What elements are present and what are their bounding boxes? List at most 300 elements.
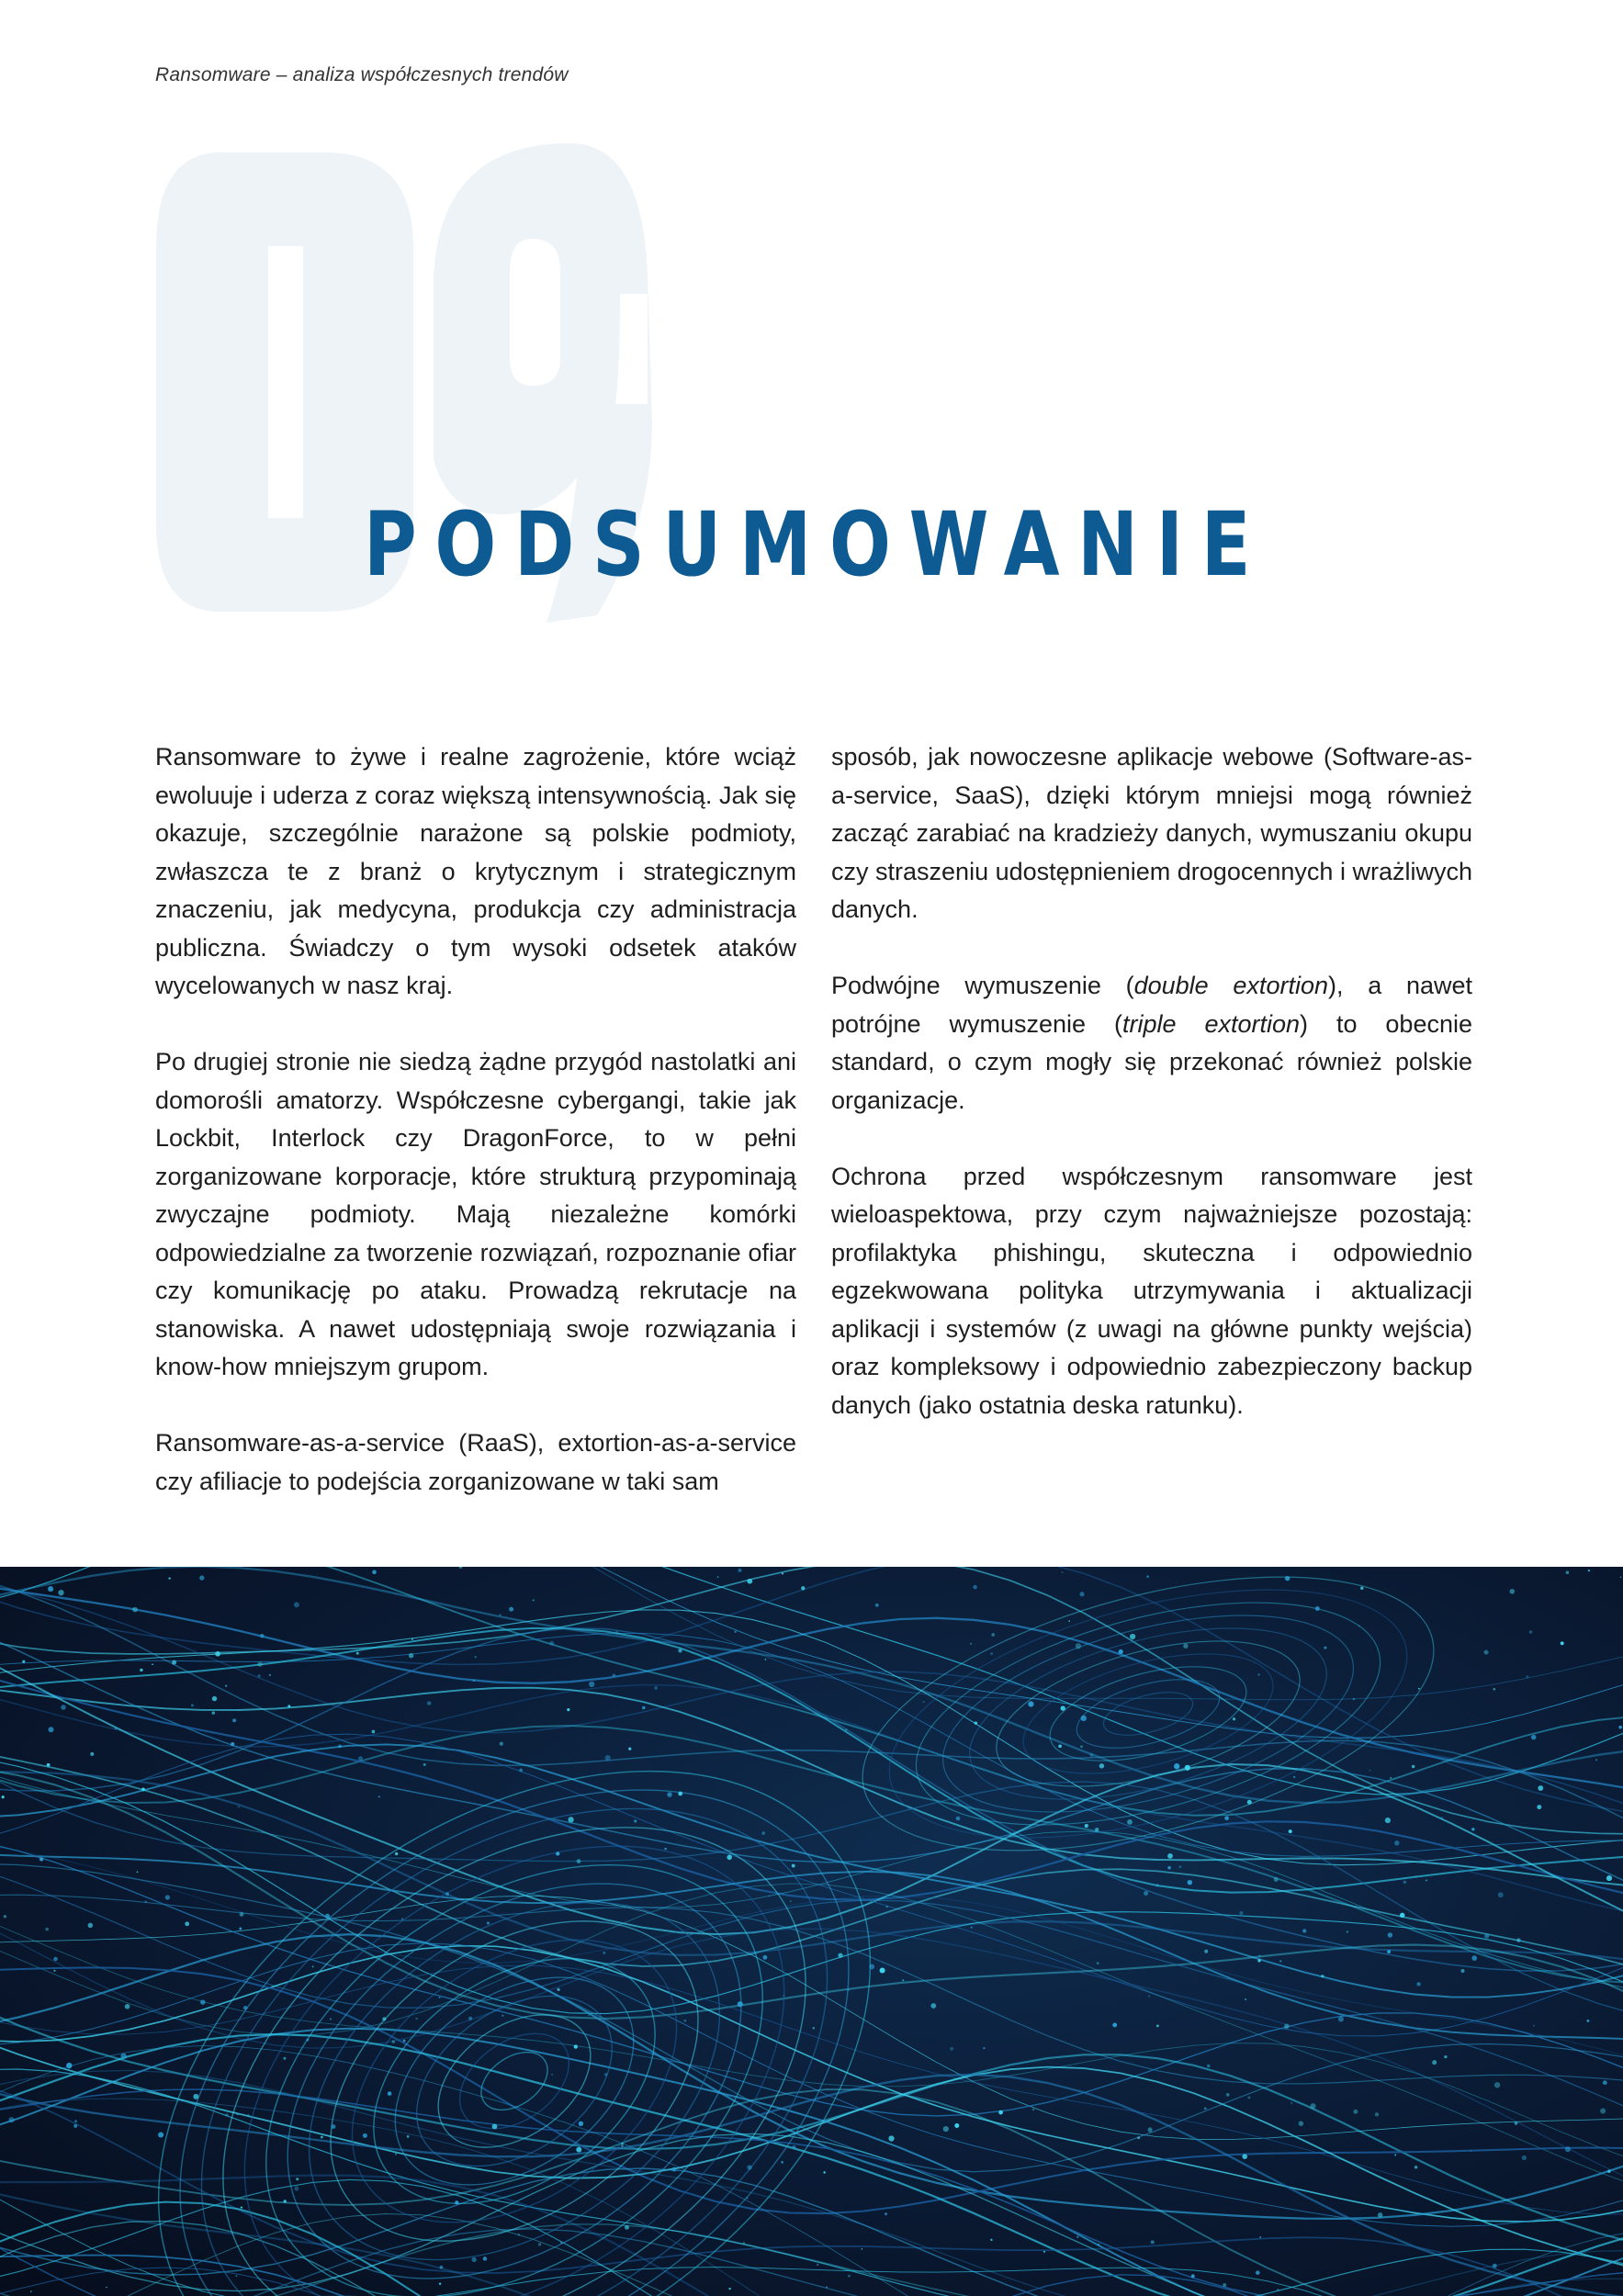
particle [1416,1982,1420,1986]
particle [269,1674,271,1676]
particle [1516,1938,1520,1941]
particle [848,1988,850,1990]
particle [642,1706,646,1710]
particle [172,1660,176,1665]
particle [1156,2025,1159,2028]
particle [321,2136,323,2139]
particle [781,2161,783,2164]
particle [1156,1884,1159,1886]
running-header: Ransomware – analiza współczesnych trendów [155,64,569,85]
particle [1183,1644,1188,1649]
particle [1375,2112,1379,2116]
flow-line [0,1773,1623,2014]
particle [875,1604,879,1607]
particle [533,1599,535,1601]
particle [604,2073,608,2077]
particle [1058,1744,1062,1748]
particle [862,2248,863,2250]
particle [1097,1962,1099,1964]
particle [813,2027,815,2029]
particle [717,1576,719,1578]
particle [1522,2155,1527,2160]
particle [1242,2154,1247,2159]
particle [1081,1716,1087,1721]
particle [1233,1717,1235,1720]
particle [954,2123,959,2128]
particle [902,1979,904,1981]
particle [332,2124,336,2129]
particle [1257,1673,1259,1675]
particle [1400,1913,1405,1919]
particle [1353,1698,1355,1700]
particle [1167,1853,1173,1859]
particle [45,1928,49,1931]
particle [588,2014,590,2016]
particle [1587,2020,1590,2022]
particle [1076,2236,1078,2238]
particle [53,1957,58,1962]
particle [200,1999,206,2005]
particle [1321,1975,1324,1977]
particle [1618,1726,1622,1729]
particle [1032,2109,1034,2110]
paragraph: Ransomware-as-a-service (RaaS), extortion-as-a-service czy afiliacje to podejścia zorganizowane w taki sam [155,1429,796,1495]
particle [1245,1998,1246,2000]
particle [615,1631,619,1635]
particle [492,2124,498,2130]
particle [1146,1575,1149,1578]
particle [1484,1933,1489,1938]
particle [589,1682,594,1687]
particle [423,1763,426,1766]
particle [48,1586,53,1592]
particle [1315,1606,1320,1611]
flow-line [0,2075,1623,2296]
flow-line [0,1863,1623,2171]
particle [232,1718,236,1722]
particle [823,2171,825,2173]
particle [556,1851,559,1855]
particle [1600,2109,1606,2114]
particle [628,1748,631,1750]
particle [1085,1824,1088,1828]
particle [930,2003,936,2009]
particle [826,2287,828,2289]
flow-line [0,2179,1623,2296]
particle [983,2047,985,2049]
particle [549,1641,554,1646]
particle [1394,1840,1399,1845]
particle [848,2275,851,2278]
particle [990,2239,992,2241]
particle [1471,1828,1474,1830]
particle [538,2243,541,2245]
particle [2,1795,5,1798]
particle [440,2266,444,2269]
particle [378,1795,380,1797]
particle [1299,2121,1303,2125]
particle [240,1912,244,1917]
particle [880,1967,885,1973]
particle [1369,1770,1371,1772]
particle [1061,1705,1065,1710]
particle [1112,2022,1117,2027]
particle [235,2275,237,2277]
particle [325,1914,330,1919]
particle [801,1586,805,1590]
particle [1607,2170,1611,2174]
particle [1460,1969,1464,1973]
particle [439,1997,441,1998]
particle [664,1848,666,1850]
particle [1099,1763,1104,1768]
particle [1259,2236,1261,2238]
paragraph: Po drugiej stronie nie siedzą żądne przygód nastolatki ani domorośli amatorzy. Współczesne cybergangi, takie jak Lockbit, Interlock czy DragonForce, to w pełni zorganizowane korporacje, które strukturą przypominają zwyczajne podmioty. Mają niezależne komórki odpowiedzialne za tworzenie rozwiązań, rozpoznanie ofiar czy komunikację po ataku. Prowadzą rekrutacje na stanowiska. A nawet udostępniają swoje rozwiązania i know-how mniejszym grupom. [155,1048,796,1380]
particle [783,1995,784,1997]
particle [971,1927,973,1929]
particle [1068,1620,1070,1622]
particle [1148,1996,1150,1998]
particle [1028,1701,1033,1706]
particle [885,1906,887,1908]
particle [990,1652,993,1655]
particle [287,1705,290,1707]
particle [53,1970,55,1972]
particle [475,1656,477,1658]
text-run: ) to obecnie standard, o czym mogły się przekonać również polskie organizacje. [831,1009,1472,1114]
particle [212,1696,217,1701]
particle [683,2020,686,2022]
particle [654,1686,658,1690]
particle [191,1704,194,1706]
particle [970,1643,972,1645]
particle [568,1817,573,1822]
particle [225,2113,228,2116]
particle [106,2287,107,2289]
particle [1566,1570,1570,1574]
particle [603,1952,605,1954]
particle [415,2018,417,2020]
particle [1620,1576,1622,1578]
particle [551,2074,553,2076]
particle [845,1728,847,1730]
particle [487,1922,490,1925]
paragraph [831,967,1472,1120]
particle [427,1701,431,1705]
particle [1565,2146,1571,2152]
particle [621,2143,623,2144]
particle [502,2015,503,2017]
particle [743,2242,745,2244]
particle [998,2110,1003,2115]
particle [509,1607,513,1612]
particle [1144,1891,1148,1896]
particle [950,2047,953,2051]
particle [500,1742,503,1746]
particle [1258,1955,1260,1957]
particle [132,1607,138,1613]
particle [395,2153,397,2155]
particle [782,1572,783,1574]
particle [483,2257,487,2260]
particle [1483,1650,1488,1655]
particle [1204,1950,1208,1953]
flow-line [0,1688,1623,1886]
particle [392,2040,395,2043]
particle [1510,1589,1516,1594]
flowing-lines-graphic [0,1567,1623,2296]
flow-line [0,2268,1623,2296]
particle [158,2132,163,2137]
particle [576,2147,581,2153]
particle [1515,2122,1518,2125]
particle [1494,2082,1500,2088]
particle [236,2113,239,2116]
particle [567,1708,569,1711]
particle [4,1915,6,1918]
particle [1385,1818,1391,1823]
particle [141,1788,145,1792]
particle [74,2120,77,2122]
particle [30,2290,32,2292]
particle [678,1792,682,1796]
flow-line [0,2070,1623,2296]
particle [1394,2154,1396,2155]
flow-line [0,1896,1623,2139]
particle [294,2187,299,2191]
particle [296,2178,299,2180]
particle [140,1669,142,1671]
particle [338,1745,342,1749]
particle [306,2039,309,2042]
italic-term: double extortion [1133,972,1328,999]
particle [257,1661,263,1667]
particle [1207,2065,1210,2067]
flow-line [0,1870,1623,2110]
particle [1062,1571,1064,1573]
particle [22,1660,25,1663]
particle [1223,2283,1226,2287]
particle [500,1614,502,1615]
particle [1204,2107,1207,2110]
particle [1098,2244,1099,2245]
particle [1127,1819,1133,1825]
particle [793,2145,796,2149]
particle [1224,1816,1229,1820]
particle [1257,1959,1260,1962]
particle [1291,2102,1292,2104]
particle [468,2017,472,2020]
particle [388,2091,392,2096]
particle [283,2057,286,2060]
particle [747,1579,752,1584]
particle [634,1819,637,1822]
particle [231,1742,234,1746]
flow-line [0,1567,1623,1814]
particle [817,2264,818,2266]
particle [1414,2166,1417,2168]
particle [241,2207,242,2209]
hero-image-data-flow [0,1567,1623,2296]
particle [560,2242,562,2244]
particle [1247,1800,1252,1805]
text-run: ), a nawet potrójne wymuszenie ( [831,972,1473,1038]
particle [1526,1675,1528,1678]
particle [120,2054,126,2059]
particle [747,2197,749,2199]
flow-line [0,2084,1623,2296]
particle [738,1569,741,1572]
particle [1603,2080,1607,2085]
particle [459,1567,463,1569]
particle [382,2017,386,2020]
particle [792,1864,795,1868]
particle [225,1685,227,1687]
particle [1137,2136,1140,2139]
particle [672,2167,677,2172]
particle [409,1653,413,1658]
particle [923,1701,925,1703]
particle [90,1752,94,1756]
particle [1426,1879,1427,1881]
particle [185,1921,189,1926]
particle [1353,2110,1358,2114]
particle [1090,1753,1094,1757]
particle [991,1633,995,1637]
particle [869,1964,874,1969]
left-column [155,738,796,1501]
particle [1188,1880,1192,1885]
particle [943,2126,949,2132]
particle [358,1756,363,1761]
particle [738,2001,743,2007]
particle [1310,2103,1315,2109]
particle [1174,1763,1179,1769]
particle [1274,1877,1279,1882]
particle [838,1953,842,1957]
particle [1412,1765,1414,1768]
particle [1080,1745,1083,1748]
particle [1493,1688,1496,1691]
particle [8,2117,14,2122]
particle [678,1649,682,1652]
particle [1179,1865,1182,1868]
particle [1302,1929,1306,1932]
particle [61,1705,66,1710]
particle [88,1923,93,1928]
particle [199,1575,204,1580]
particle [1279,1960,1281,1962]
particle [455,2200,458,2204]
particle [1239,1911,1243,1915]
particle [625,2225,629,2230]
flow-line [0,2189,1623,2296]
particle [137,1871,139,1873]
particle [519,1769,523,1773]
particle [1148,2127,1153,2132]
particle [557,1988,559,1991]
particle [762,1955,767,1960]
flow-line [0,1744,1623,1997]
particle [1293,1776,1295,1778]
flow-line [0,2099,1623,2296]
particle [790,1900,792,1902]
particle [363,2133,367,2138]
particle [395,1852,398,1855]
particle [1358,1626,1360,1627]
particle [1538,1785,1543,1791]
particle [1248,2096,1251,2099]
particle [165,1895,170,1899]
particle [574,2044,578,2048]
particle [1191,2274,1195,2278]
section-title: PODSUMOWANIE [364,493,1269,596]
particle [1095,1828,1099,1831]
particle [401,1919,403,1920]
particle [1338,2017,1344,2022]
particle [403,2040,406,2043]
particle [445,1892,449,1896]
particle [1493,2264,1497,2268]
particle [1185,1765,1190,1771]
particle [1432,2060,1437,2065]
particle [49,1727,54,1732]
flow-line [0,1842,1623,2116]
particle [734,1631,736,1633]
particle [1588,1570,1590,1571]
particle [1347,1930,1348,1932]
particle [1444,2055,1447,2058]
particle [1418,1688,1420,1690]
particle [330,2018,332,2020]
particle [727,1855,732,1861]
paragraph: Ochrona przed współczesnym ransomware jest wieloaspektowa, przy czym najważniejsze pozostają: profilaktyka phishingu, skuteczna i odpowiednio egzekwowana polityka utrzymywania i aktualizacji aplikacji i systemów (z uwagi na główne punkty wejścia) oraz kompleksowy i odpowiednio zabezpieczony backup danych (jako ostatnia deska ratunku). [831,1162,1472,1419]
particle [144,1900,146,1902]
particle [58,1590,63,1595]
particle [473,1680,475,1682]
particle [238,1806,240,1807]
particle [1387,1950,1391,1953]
particle [1529,1630,1532,1633]
particle [1167,1866,1170,1869]
flow-line [0,1567,1623,1816]
swirl-ring [952,1595,1345,1832]
particle [728,2288,730,2290]
particle [888,2135,894,2141]
particle [1537,1805,1541,1809]
particle [1388,1932,1392,1937]
particle [372,1730,376,1734]
particle [579,2122,583,2126]
particle [1531,1735,1536,1739]
particle [1119,1649,1123,1654]
particle [1285,1576,1290,1581]
particle [39,1857,43,1861]
particle [115,1728,117,1729]
particle [1415,1875,1417,1877]
particle [1595,1759,1597,1761]
flow-line [0,2229,1623,2296]
particle [294,1602,299,1607]
paragraph: sposób, jak nowoczesne aplikacje webowe (Software-as-a-service, SaaS), dzięki którym mniejsi mogą również zacząć zarabiać na kradzieży danych, wymuszaniu okupu czy straszeniu udostępnieniem drogocennych i wrażliwych danych. [831,743,1472,923]
flow-line [0,1584,1623,1808]
particle [73,2124,77,2128]
particle [1226,2093,1229,2096]
particle [258,1674,261,1677]
particle [471,2257,476,2262]
particle [1470,2150,1471,2152]
particle [284,2200,287,2202]
